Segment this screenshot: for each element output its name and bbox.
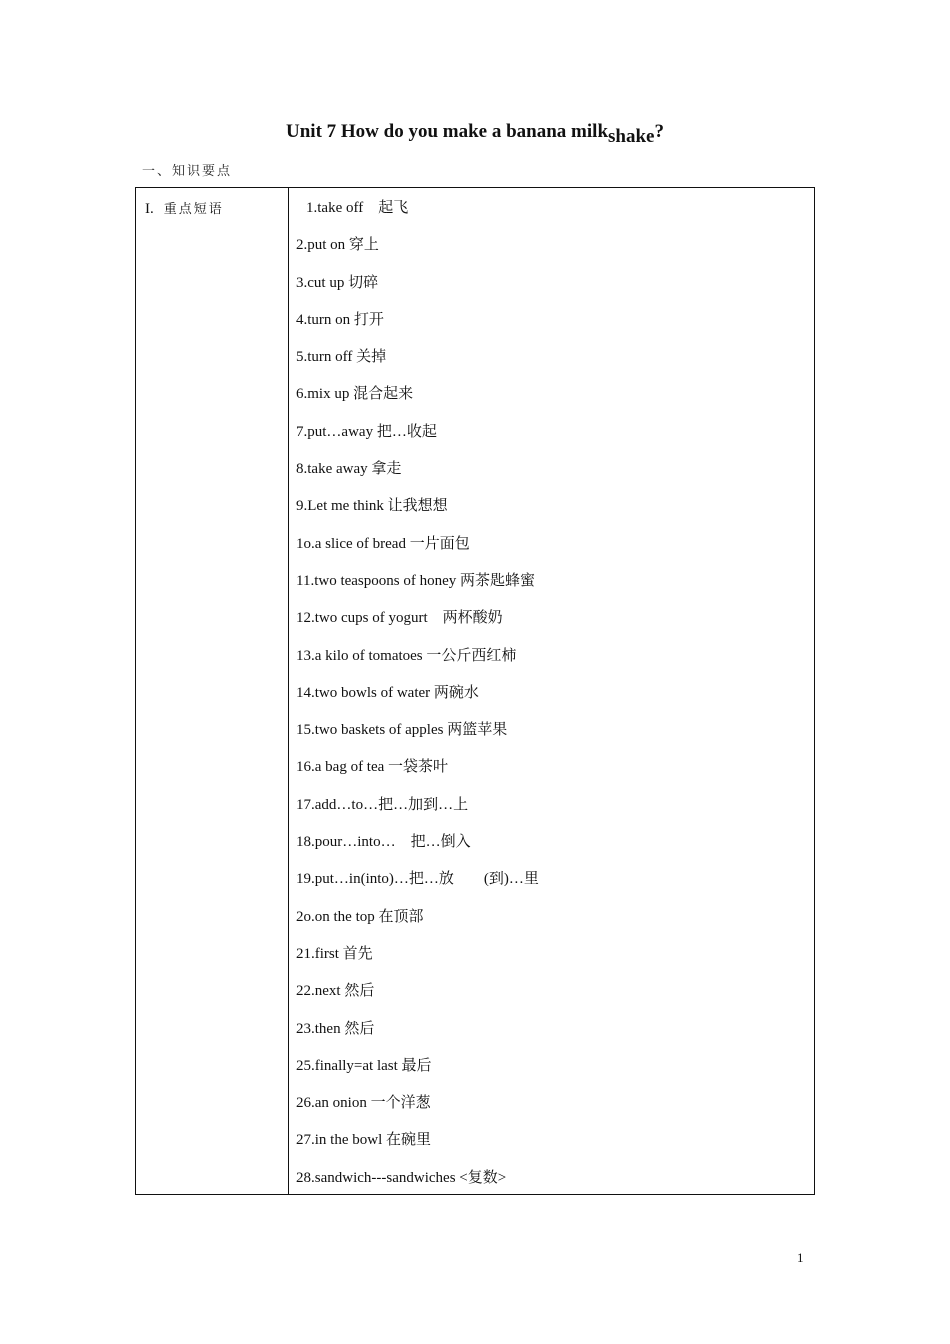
- phrase-item: 2o.on the top 在顶部: [296, 908, 424, 925]
- section-heading: 一、知识要点: [142, 163, 233, 178]
- vocabulary-table: [135, 187, 815, 1195]
- page-number: 1: [797, 1250, 804, 1265]
- title-sub: shake: [608, 126, 655, 147]
- phrase-item: 6.mix up 混合起来: [296, 386, 414, 403]
- phrase-item: 17.add…to…把…加到…上: [296, 796, 469, 813]
- phrase-item: 1.take off 起飞: [306, 200, 409, 216]
- phrase-item: 9.Let me think 让我想想: [296, 498, 448, 515]
- phrase-item: 18.pour…into… 把…倒入: [296, 834, 471, 851]
- phrase-item: 3.cut up 切碎: [296, 274, 379, 291]
- phrase-item: 26.an onion 一个洋葱: [296, 1095, 431, 1112]
- phrase-item: 11.two teaspoons of honey 两茶匙蜂蜜: [296, 572, 536, 589]
- phrase-item: 8.take away 拿走: [296, 461, 402, 478]
- title-end: ?: [654, 121, 664, 142]
- phrase-item: 23.then 然后: [296, 1020, 375, 1037]
- document-title: [0, 118, 950, 146]
- section-title: 重点短语: [163, 201, 224, 216]
- phrase-item: 22.next 然后: [296, 983, 375, 1000]
- phrase-item: 19.put…in(into)…把…放 (到)…里: [296, 871, 539, 888]
- phrase-item: 25.finally=at last 最后: [296, 1057, 432, 1074]
- phrase-item: 15.two baskets of apples 两篮苹果: [296, 722, 508, 739]
- phrase-item: 28.sandwich---sandwiches <复数>: [296, 1169, 507, 1186]
- phrase-item: 14.two bowls of water 两碗水: [296, 684, 479, 701]
- phrase-item: 12.two cups of yogurt 两杯酸奶: [296, 610, 503, 627]
- section-label: [145, 200, 224, 218]
- phrase-item: 16.a bag of tea 一袋茶叶: [296, 759, 449, 776]
- phrase-item: 7.put…away 把…收起: [296, 423, 437, 440]
- phrase-item: 4.turn on 打开: [296, 311, 384, 328]
- phrase-item: 27.in the bowl 在碗里: [296, 1132, 431, 1149]
- phrase-item: 2.put on 穿上: [296, 237, 379, 254]
- phrase-item: 13.a kilo of tomatoes 一公斤西红柿: [296, 647, 517, 664]
- title-main: Unit 7 How do you make a banana milk: [286, 121, 609, 142]
- phrase-list: [296, 196, 539, 1203]
- section-number: I.: [145, 201, 154, 217]
- phrase-item: 5.turn off 关掉: [296, 349, 387, 366]
- table-left-column: [136, 188, 289, 1194]
- phrase-item: 1o.a slice of bread 一片面包: [296, 535, 470, 552]
- phrase-item: 21.first 首先: [296, 945, 373, 962]
